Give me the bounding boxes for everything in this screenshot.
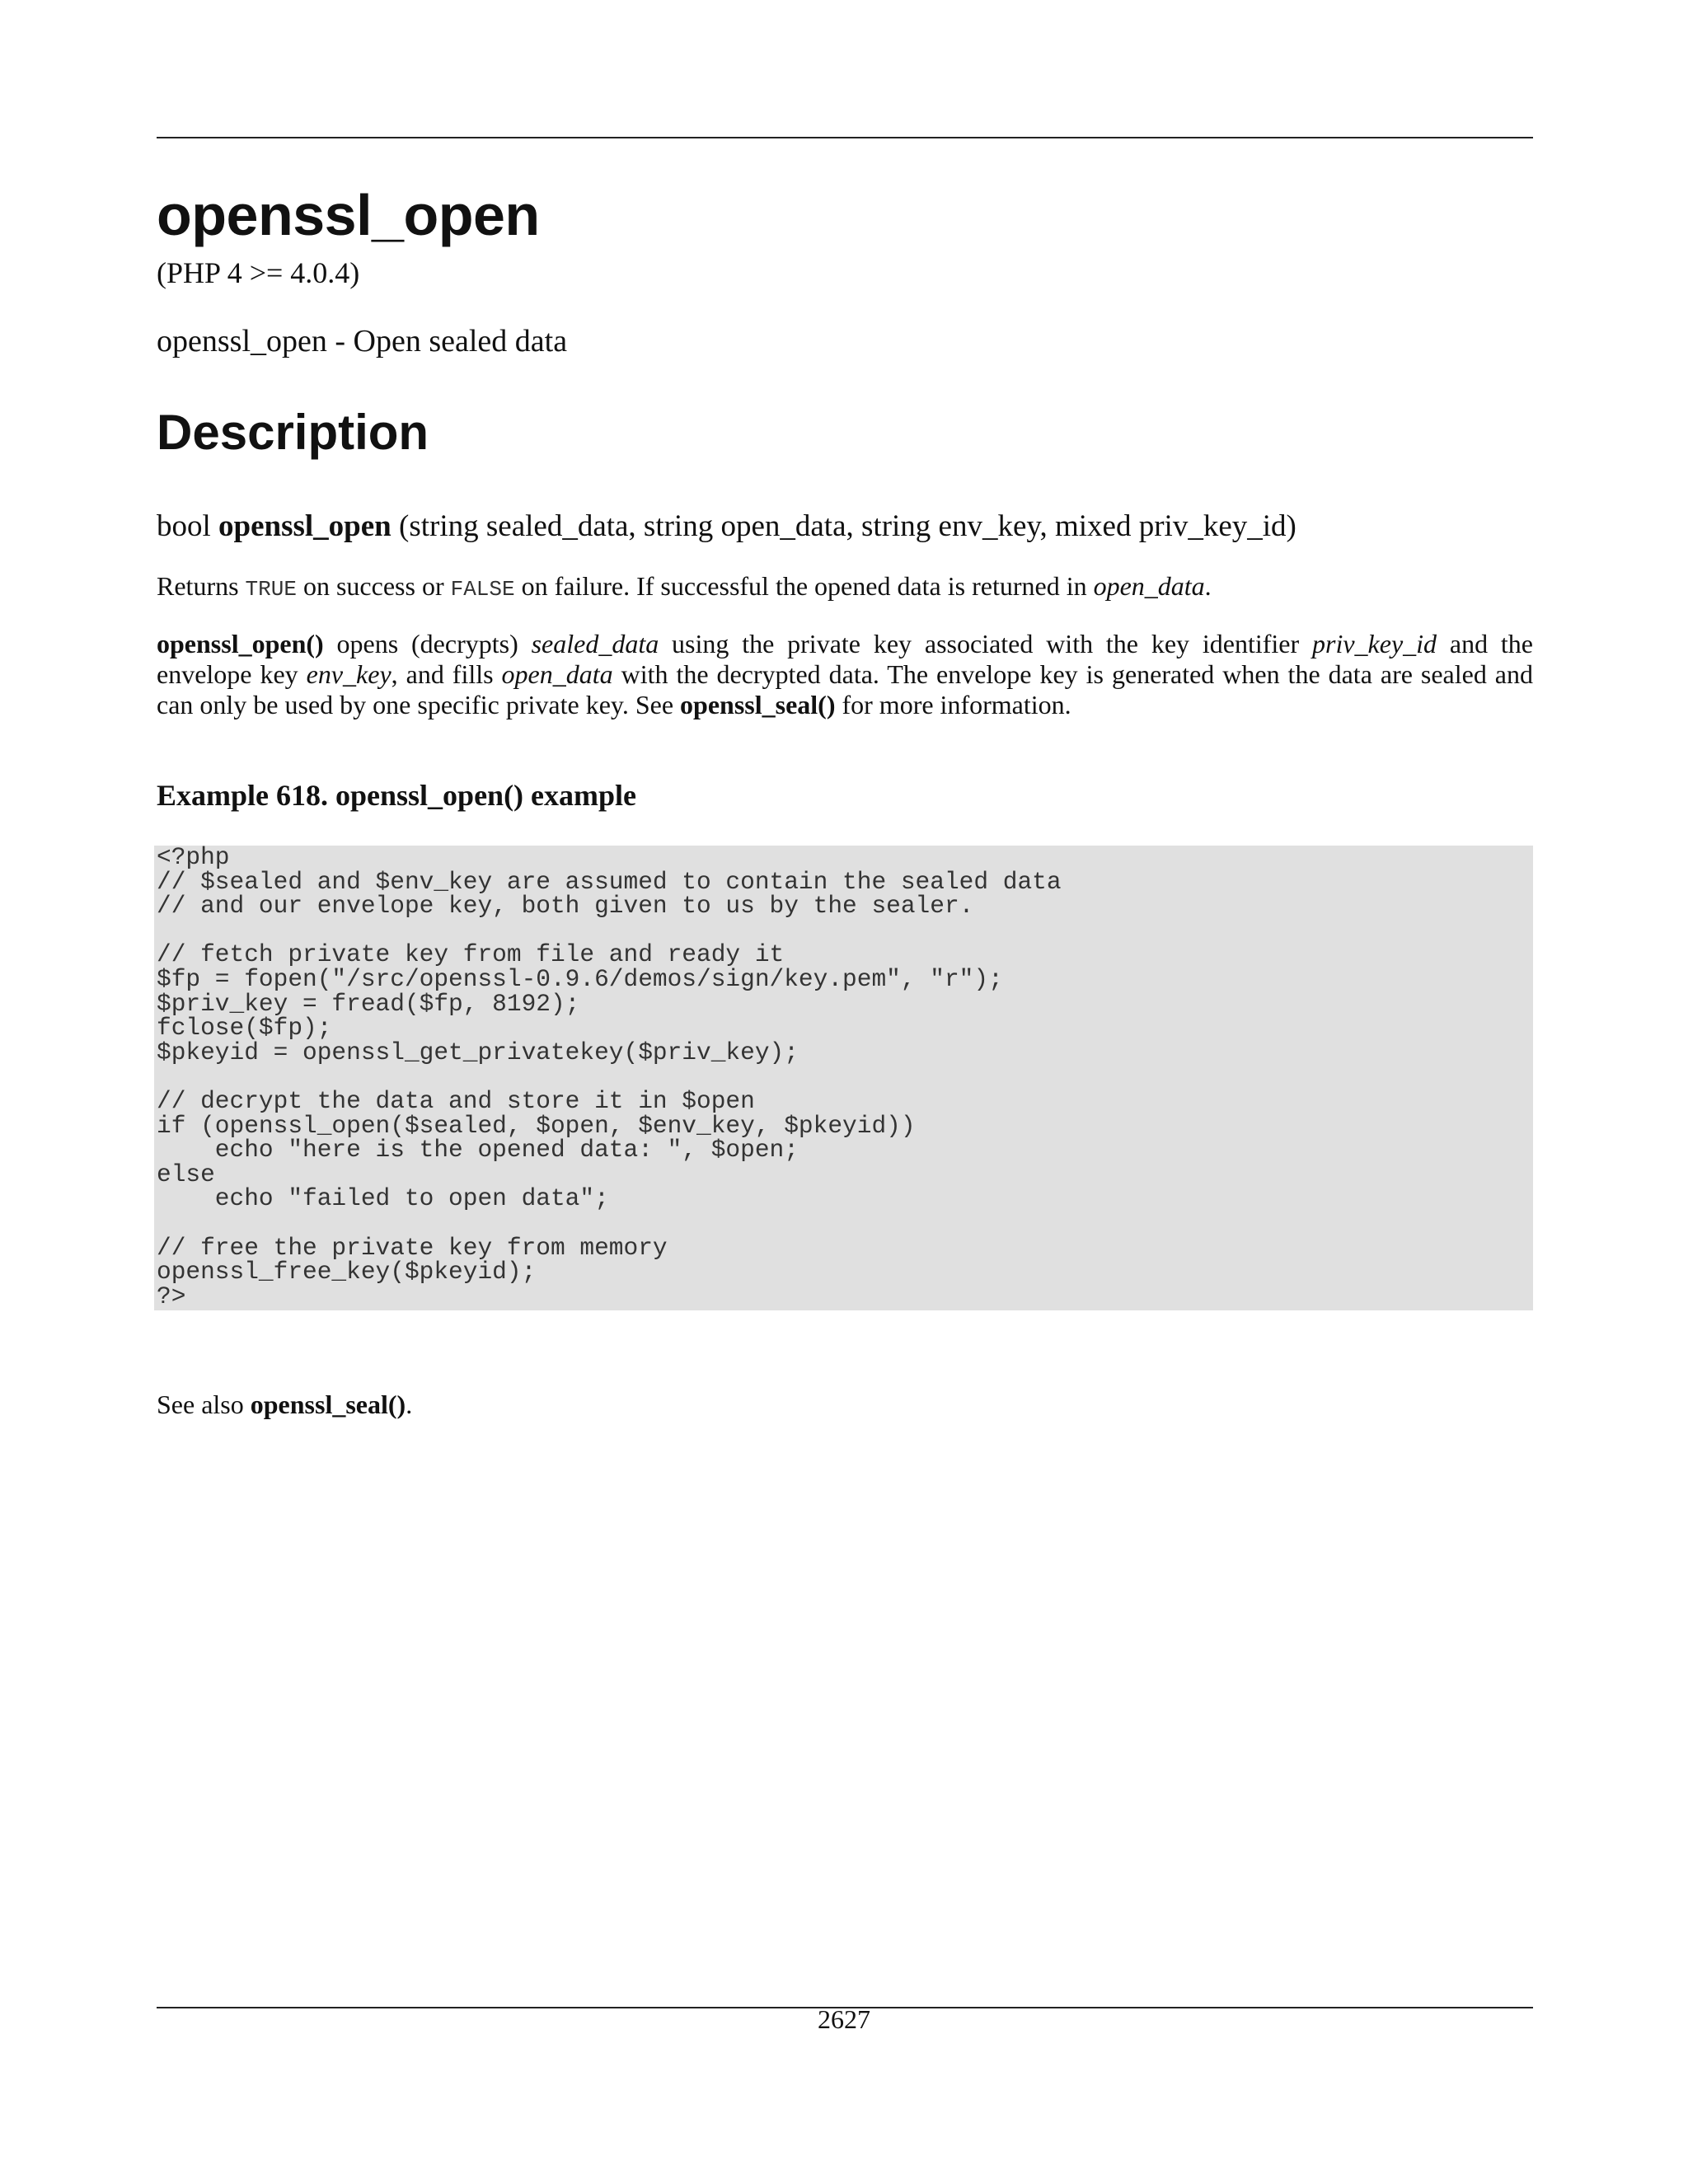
see-also-link[interactable]: openssl_seal() — [250, 1390, 406, 1419]
see-also-suffix: . — [406, 1390, 413, 1419]
code-line: <?php — [157, 846, 230, 871]
code-example — [154, 846, 1533, 1310]
openssl-seal-link[interactable]: openssl_seal() — [680, 690, 836, 719]
code-line — [157, 919, 1533, 944]
function-synopsis — [157, 509, 1296, 545]
open-data-param: open_data — [501, 659, 613, 689]
open-data-param: open_data — [1093, 571, 1205, 601]
priv-key-id-param: priv_key_id — [1312, 629, 1437, 658]
page-number: 2627 — [818, 2004, 870, 2034]
desc-text: and the envelope key — [157, 629, 1534, 689]
code-line: $pkeyid = openssl_get_privatekey($priv_key); — [157, 1038, 799, 1066]
code-line: fclose($fp); — [157, 1014, 332, 1043]
description-heading: Description — [157, 405, 429, 460]
php-version: (PHP 4 >= 4.0.4) — [157, 256, 360, 289]
synopsis-return-type: bool — [157, 509, 211, 543]
code-line: echo "failed to open data"; — [157, 1184, 609, 1213]
env-key-param: env_key — [306, 659, 392, 689]
description-paragraph — [157, 629, 1533, 720]
returns-text-middle: on success or — [296, 571, 451, 601]
code-line: $fp = fopen("/src/openssl-0.9.6/demos/sign/key.pem", "r"); — [157, 964, 1003, 993]
code-line — [157, 1212, 1533, 1236]
header-rule — [157, 137, 1533, 138]
returns-text-suffix: on failure. If successful the opened data is returned in — [514, 571, 1094, 601]
sealed-data-param: sealed_data — [531, 629, 659, 658]
code-line: // and our envelope key, both given to us by the sealer. — [157, 892, 974, 921]
see-also-line — [157, 1389, 412, 1420]
see-also-prefix: See also — [157, 1390, 251, 1419]
code-line: // decrypt the data and store it in $open — [157, 1086, 755, 1115]
desc-text: opens (decrypts) — [323, 629, 532, 658]
returns-text-prefix: Returns — [157, 571, 246, 601]
code-line: if (openssl_open($sealed, $open, $env_key, $pkeyid)) — [157, 1111, 916, 1140]
code-line: // free the private key from memory — [157, 1233, 668, 1262]
code-line: $priv_key = fread($fp, 8192); — [157, 989, 580, 1018]
synopsis-function-name: openssl_open — [218, 509, 392, 543]
returns-text-end: . — [1204, 571, 1212, 601]
code-line — [157, 1065, 1533, 1090]
desc-text: using the private key associated with the key identifier — [659, 629, 1312, 658]
code-line: echo "here is the opened data: ", $open; — [157, 1136, 799, 1165]
function-title: openssl_open — [157, 183, 540, 247]
ref-purpose: openssl_open - Open sealed data — [157, 324, 568, 359]
synopsis-params: (string sealed_data, string open_data, string env_key, mixed priv_key_id) — [399, 509, 1296, 543]
desc-text: , and fills — [391, 659, 502, 689]
false-constant: FALSE — [450, 577, 515, 602]
code-line: else — [157, 1160, 215, 1188]
true-constant: TRUE — [245, 577, 297, 602]
code-line: ?> — [157, 1282, 186, 1310]
code-line: // fetch private key from file and ready it — [157, 940, 785, 969]
example-title: Example 618. openssl_open() example — [157, 779, 637, 812]
code-line: // $sealed and $env_key are assumed to contain the sealed data — [157, 867, 1062, 896]
code-line: openssl_free_key($pkeyid); — [157, 1258, 537, 1286]
function-ref: openssl_open() — [157, 629, 324, 658]
desc-text: with the decrypted data. The envelope key is generated when the data are sealed and can only be used by one specific private key. See — [157, 659, 1534, 719]
desc-text: for more information. — [835, 690, 1071, 719]
returns-paragraph — [157, 570, 1212, 602]
